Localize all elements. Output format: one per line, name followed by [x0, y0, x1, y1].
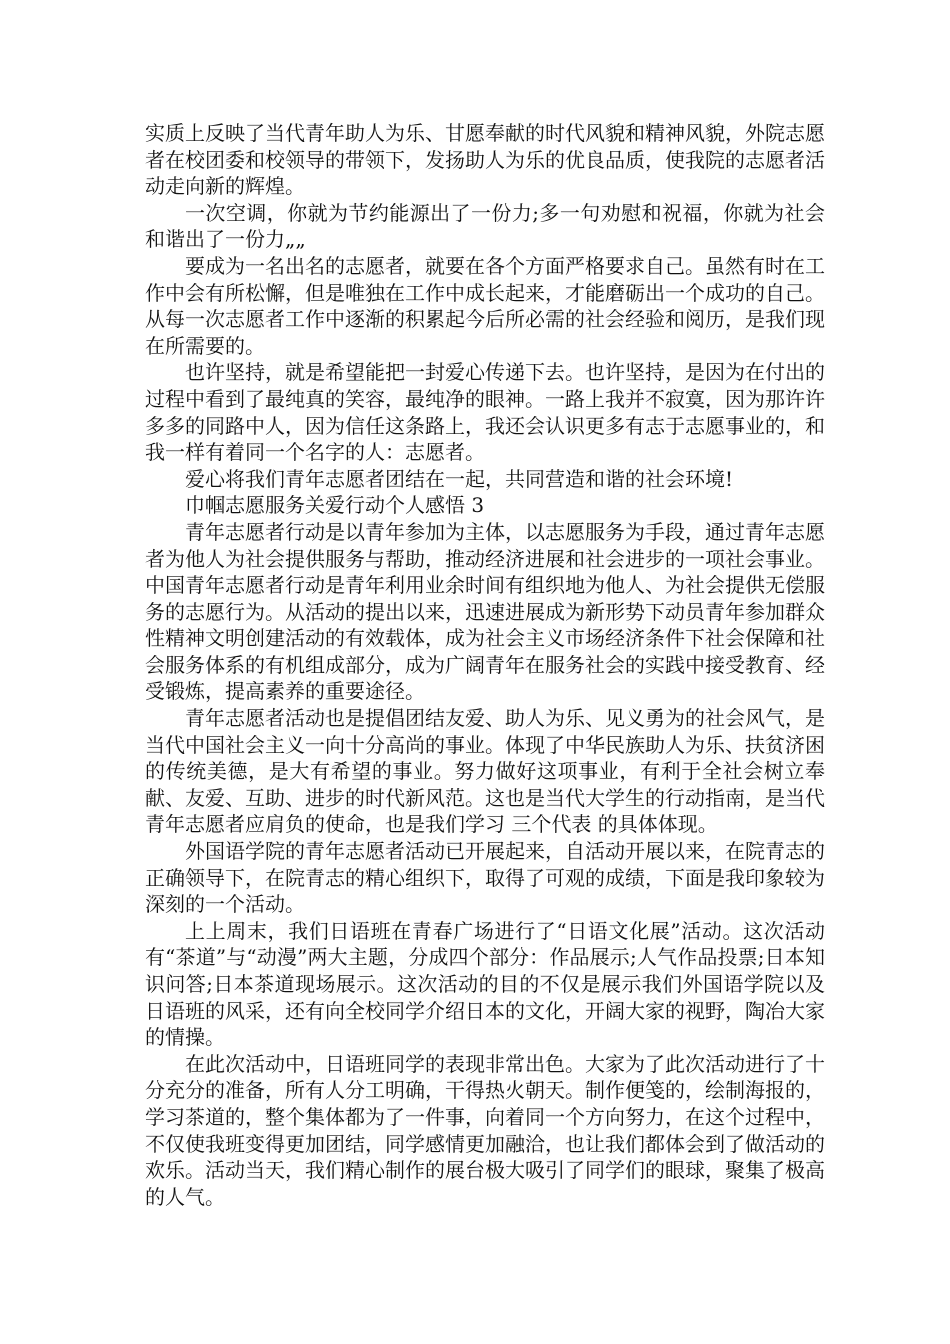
paragraph-9: 上上周末，我们日语班在青春广场进行了“日语文化展”活动。这次活动有“茶道”与“动漫”两大主题，分成四个部分：作品展示;人气作品投票;日本知识问答;日本茶道现场展示。这次活动的目的不仅是展示我们外国语学院以及日语班的风采，还有向全校同学介绍日本的文化，开阔大家的视野，陶冶大家的情操。: [145, 918, 825, 1050]
paragraph-6: 青年志愿者行动是以青年参加为主体，以志愿服务为手段，通过青年志愿者为他人为社会提供服务与帮助，推动经济进展和社会进步的一项社会事业。中国青年志愿者行动是青年利用业余时间有组织地为他人、为社会提供无偿服务的志愿行为。从活动的提出以来，迅速进展成为新形势下动员青年参加群众性精神文明创建活动的有效载体，成为社会主义市场经济条件下社会保障和社会服务体系的有机组成部分，成为广阔青年在服务社会的实践中接受教育、经受锻炼，提高素养的重要途径。: [145, 519, 825, 704]
paragraph-1: 实质上反映了当代青年助人为乐、甘愿奉献的时代风貌和精神风貌，外院志愿者在校团委和校领导的带领下，发扬助人为乐的优良品质，使我院的志愿者活动走向新的辉煌。: [145, 121, 825, 199]
paragraph-5: 爱心将我们青年志愿者团结在一起，共同营造和谐的社会环境!: [185, 466, 734, 491]
paragraph-2: 一次空调，你就为节约能源出了一份力;多一句劝慰和祝福，你就为社会和谐出了一份力„„: [145, 200, 825, 252]
section-heading: 巾帼志愿服务关爱行动个人感悟 3: [185, 493, 485, 518]
paragraph-7: 青年志愿者活动也是提倡团结友爱、助人为乐、见义勇为的社会风气，是当代中国社会主义一向十分高尚的事业。体现了中华民族助人为乐、扶贫济困的传统美德，是大有希望的事业。努力做好这项事业，有利于全社会树立奉献、友爱、互助、进步的时代新风范。这也是当代大学生的行动指南，是当代青年志愿者应肩负的使命，也是我们学习 三个代表 的具体体现。: [145, 706, 825, 837]
paragraph-8: 外国语学院的青年志愿者活动已开展起来，自活动开展以来，在院青志的正确领导下，在院青志的精心组织下，取得了可观的成绩，下面是我印象较为深刻的一个活动。: [145, 839, 825, 917]
paragraph-4: 也许坚持，就是希望能把一封爱心传递下去。也许坚持，是因为在付出的过程中看到了最纯真的笑容，最纯净的眼神。一路上我并不寂寞，因为那许许多多的同路中人，因为信任这条路上，我还会认识更多有志于志愿事业的，和我一样有着同一个名字的人：志愿者。: [145, 360, 825, 465]
document-page: [145, 120, 825, 1210]
paragraph-3: 要成为一名出名的志愿者，就要在各个方面严格要求自己。虽然有时在工作中会有所松懈，但是唯独在工作中成长起来，才能磨砺出一个成功的自己。从每一次志愿者工作中逐渐的积累起今后所必需的社会经验和阅历，是我们现在所需要的。: [145, 253, 825, 358]
paragraph-10: 在此次活动中，日语班同学的表现非常出色。大家为了此次活动进行了十分充分的准备，所有人分工明确，干得热火朝天。制作便笺的，绘制海报的，学习茶道的，整个集体都为了一件事，向着同一个方向努力，在这个过程中，不仅使我班变得更加团结，同学感情更加融洽，也让我们都体会到了做活动的欢乐。活动当天，我们精心制作的展台极大吸引了同学们的眼球，聚集了极高的人气。: [145, 1051, 825, 1209]
